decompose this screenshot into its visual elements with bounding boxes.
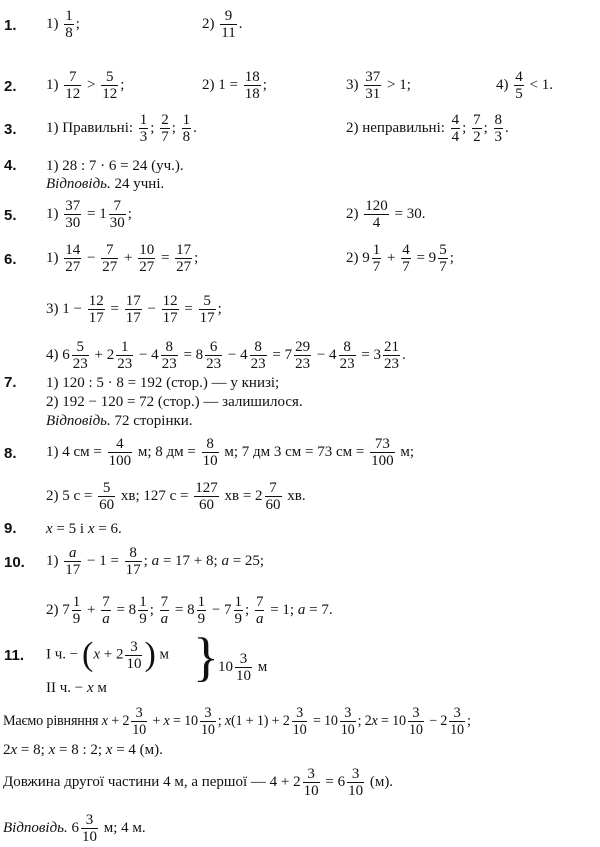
problem-3-part-2: 2) неправильні: $\frac{4}{4}$ ; $\frac{7}{2}$ ; $\frac{8}{3}$ . — [346, 112, 509, 145]
fraction: $\frac{1}{8}$ — [65, 8, 73, 41]
problem-6-part-3: 3) 1 − $\frac{12}{17}$ = $\frac{17}{17}$ − $\frac{12}{17}$ = $\frac{5}{17}$ ; — [46, 293, 222, 326]
problem-10-part-2: 2) 7 $\frac{1}{9}$ + $\frac{7}{a}$ = 8 $\frac{1}{9}$ ; $\frac{7}{a}$ = 8 $\frac{1}{9}$ − 7 $\frac{1}{9}$ ; $\frac{7}{a}$ = 1; a = 7. — [46, 594, 333, 627]
problem-5-number: 5. — [4, 207, 17, 224]
problem-11-part-1-row: І ч. − (x + 2 $\frac{3}{10}$ ) м — [46, 636, 170, 673]
problem-7-answer: Відповідь. 72 сторінки. — [46, 413, 193, 429]
problem-6-number: 6. — [4, 251, 17, 268]
problem-6-part-4: 4) 6 $\frac{5}{23}$ + 2 $\frac{1}{23}$ − 4 $\frac{8}{23}$ = 8 $\frac{6}{23}$ − 4 $\frac{8}{23}$ = 7 $\frac{29}{23}$ − 4 $\frac{8}{23}$ = 3 $\frac{21}{23}$ . — [46, 339, 406, 372]
problem-2-part-4: 4) $\frac{4}{5}$ < 1. — [496, 69, 553, 102]
problem-7-line-1: 1) 120 : 5 · 8 = 192 (стор.) — у книзі; — [46, 375, 280, 391]
problem-1-line-b: 2) $\frac{9}{11}$ . — [202, 8, 243, 41]
problem-8-part-2: 2) 5 с = $\frac{5}{60}$ хв; 127 с = $\frac{127}{60}$ хв = 2 $\frac{7}{60}$ хв. — [46, 480, 306, 513]
problem-8-part-1: 1) 4 см = $\frac{4}{100}$ м; 8 дм = $\frac{8}{10}$ м; 7 дм 3 см = 73 см = $\frac{73}{100}$ м; — [46, 436, 415, 469]
problem-3-number: 3. — [4, 121, 17, 138]
problem-4-line-1: 1) 28 : 7 · 6 = 24 (уч.). — [46, 158, 184, 174]
problem-2-number: 2. — [4, 78, 17, 95]
problem-2-part-1: 1) $\frac{7}{12}$ > $\frac{5}{12}$ ; — [46, 69, 125, 102]
problem-8-number: 8. — [4, 445, 17, 462]
fraction: $\frac{4}{5}$ — [515, 69, 523, 102]
problem-11-equation: Маємо рівняння x + 2 $\frac{3}{10}$ + x = 10 $\frac{3}{10}$ ; x(1 + 1) + 2 $\frac{3}{10}$ = 10 $\frac{3}{10}$ ; 2x = 10 $\frac{3}{10}$ − 2 $\frac{3}{10}$ ; — [3, 705, 471, 738]
problem-9-number: 9. — [4, 520, 17, 537]
problem-11-solution-line: 2x = 8; x = 8 : 2; x = 4 (м). — [3, 742, 163, 758]
fraction: $\frac{5}{12}$ — [102, 69, 118, 102]
problem-1-number: 1. — [4, 17, 17, 34]
problem-11-number: 11. — [4, 647, 25, 664]
fraction: $\frac{9}{11}$ — [221, 8, 236, 41]
fraction: $\frac{7}{12}$ — [65, 69, 81, 102]
problem-11-answer: Відповідь. 6 $\frac{3}{10}$ м; 4 м. — [3, 812, 146, 845]
curly-brace-icon: } — [193, 627, 219, 687]
problem-6-part-2: 2) 9 $\frac{1}{7}$ + $\frac{4}{7}$ = 9 $\frac{5}{7}$ ; — [346, 242, 454, 275]
problem-9-line: x = 5 і x = 6. — [46, 521, 122, 537]
problem-1-line: 1) $\frac{1}{8}$ ; — [46, 8, 80, 41]
problem-10-part-1: 1) $\frac{a}{17}$ − 1 = $\frac{8}{17}$ ; a = 17 + 8; a = 25; — [46, 545, 265, 578]
problem-6-part-1: 1) $\frac{14}{27}$ − $\frac{7}{27}$ + $\frac{10}{27}$ = $\frac{17}{27}$ ; — [46, 242, 199, 275]
problem-11-part-2-row: ІІ ч. − x м — [46, 680, 107, 696]
problem-7-line-2: 2) 192 − 120 = 72 (стор.) — залишилося. — [46, 394, 303, 410]
problem-5-part-1: 1) $\frac{37}{30}$ = 1 $\frac{7}{30}$ ; — [46, 198, 132, 231]
problem-7-number: 7. — [4, 374, 17, 391]
problem-4-answer: Відповідь. 24 учні. — [46, 176, 165, 192]
problem-11-total: 10 $\frac{3}{10}$ м — [218, 651, 268, 684]
problem-10-number: 10. — [4, 554, 25, 571]
fraction: $\frac{18}{18}$ — [244, 69, 260, 102]
problem-3-part-1: 1) Правильні: $\frac{1}{3}$ ; $\frac{2}{7}$ ; $\frac{1}{8}$ . — [46, 112, 197, 145]
problem-5-part-2: 2) $\frac{120}{4}$ = 30. — [346, 198, 426, 231]
fraction: $\frac{37}{31}$ — [365, 69, 381, 102]
problem-11-length-line: Довжина другої частини 4 м, а першої — 4 + 2 $\frac{3}{10}$ = 6 $\frac{3}{10}$ (м). — [3, 766, 394, 799]
problem-2-part-2: 2) 1 = $\frac{18}{18}$ ; — [202, 69, 267, 102]
problem-4-number: 4. — [4, 157, 17, 174]
problem-2-part-3: 3) $\frac{37}{31}$ > 1; — [346, 69, 411, 102]
